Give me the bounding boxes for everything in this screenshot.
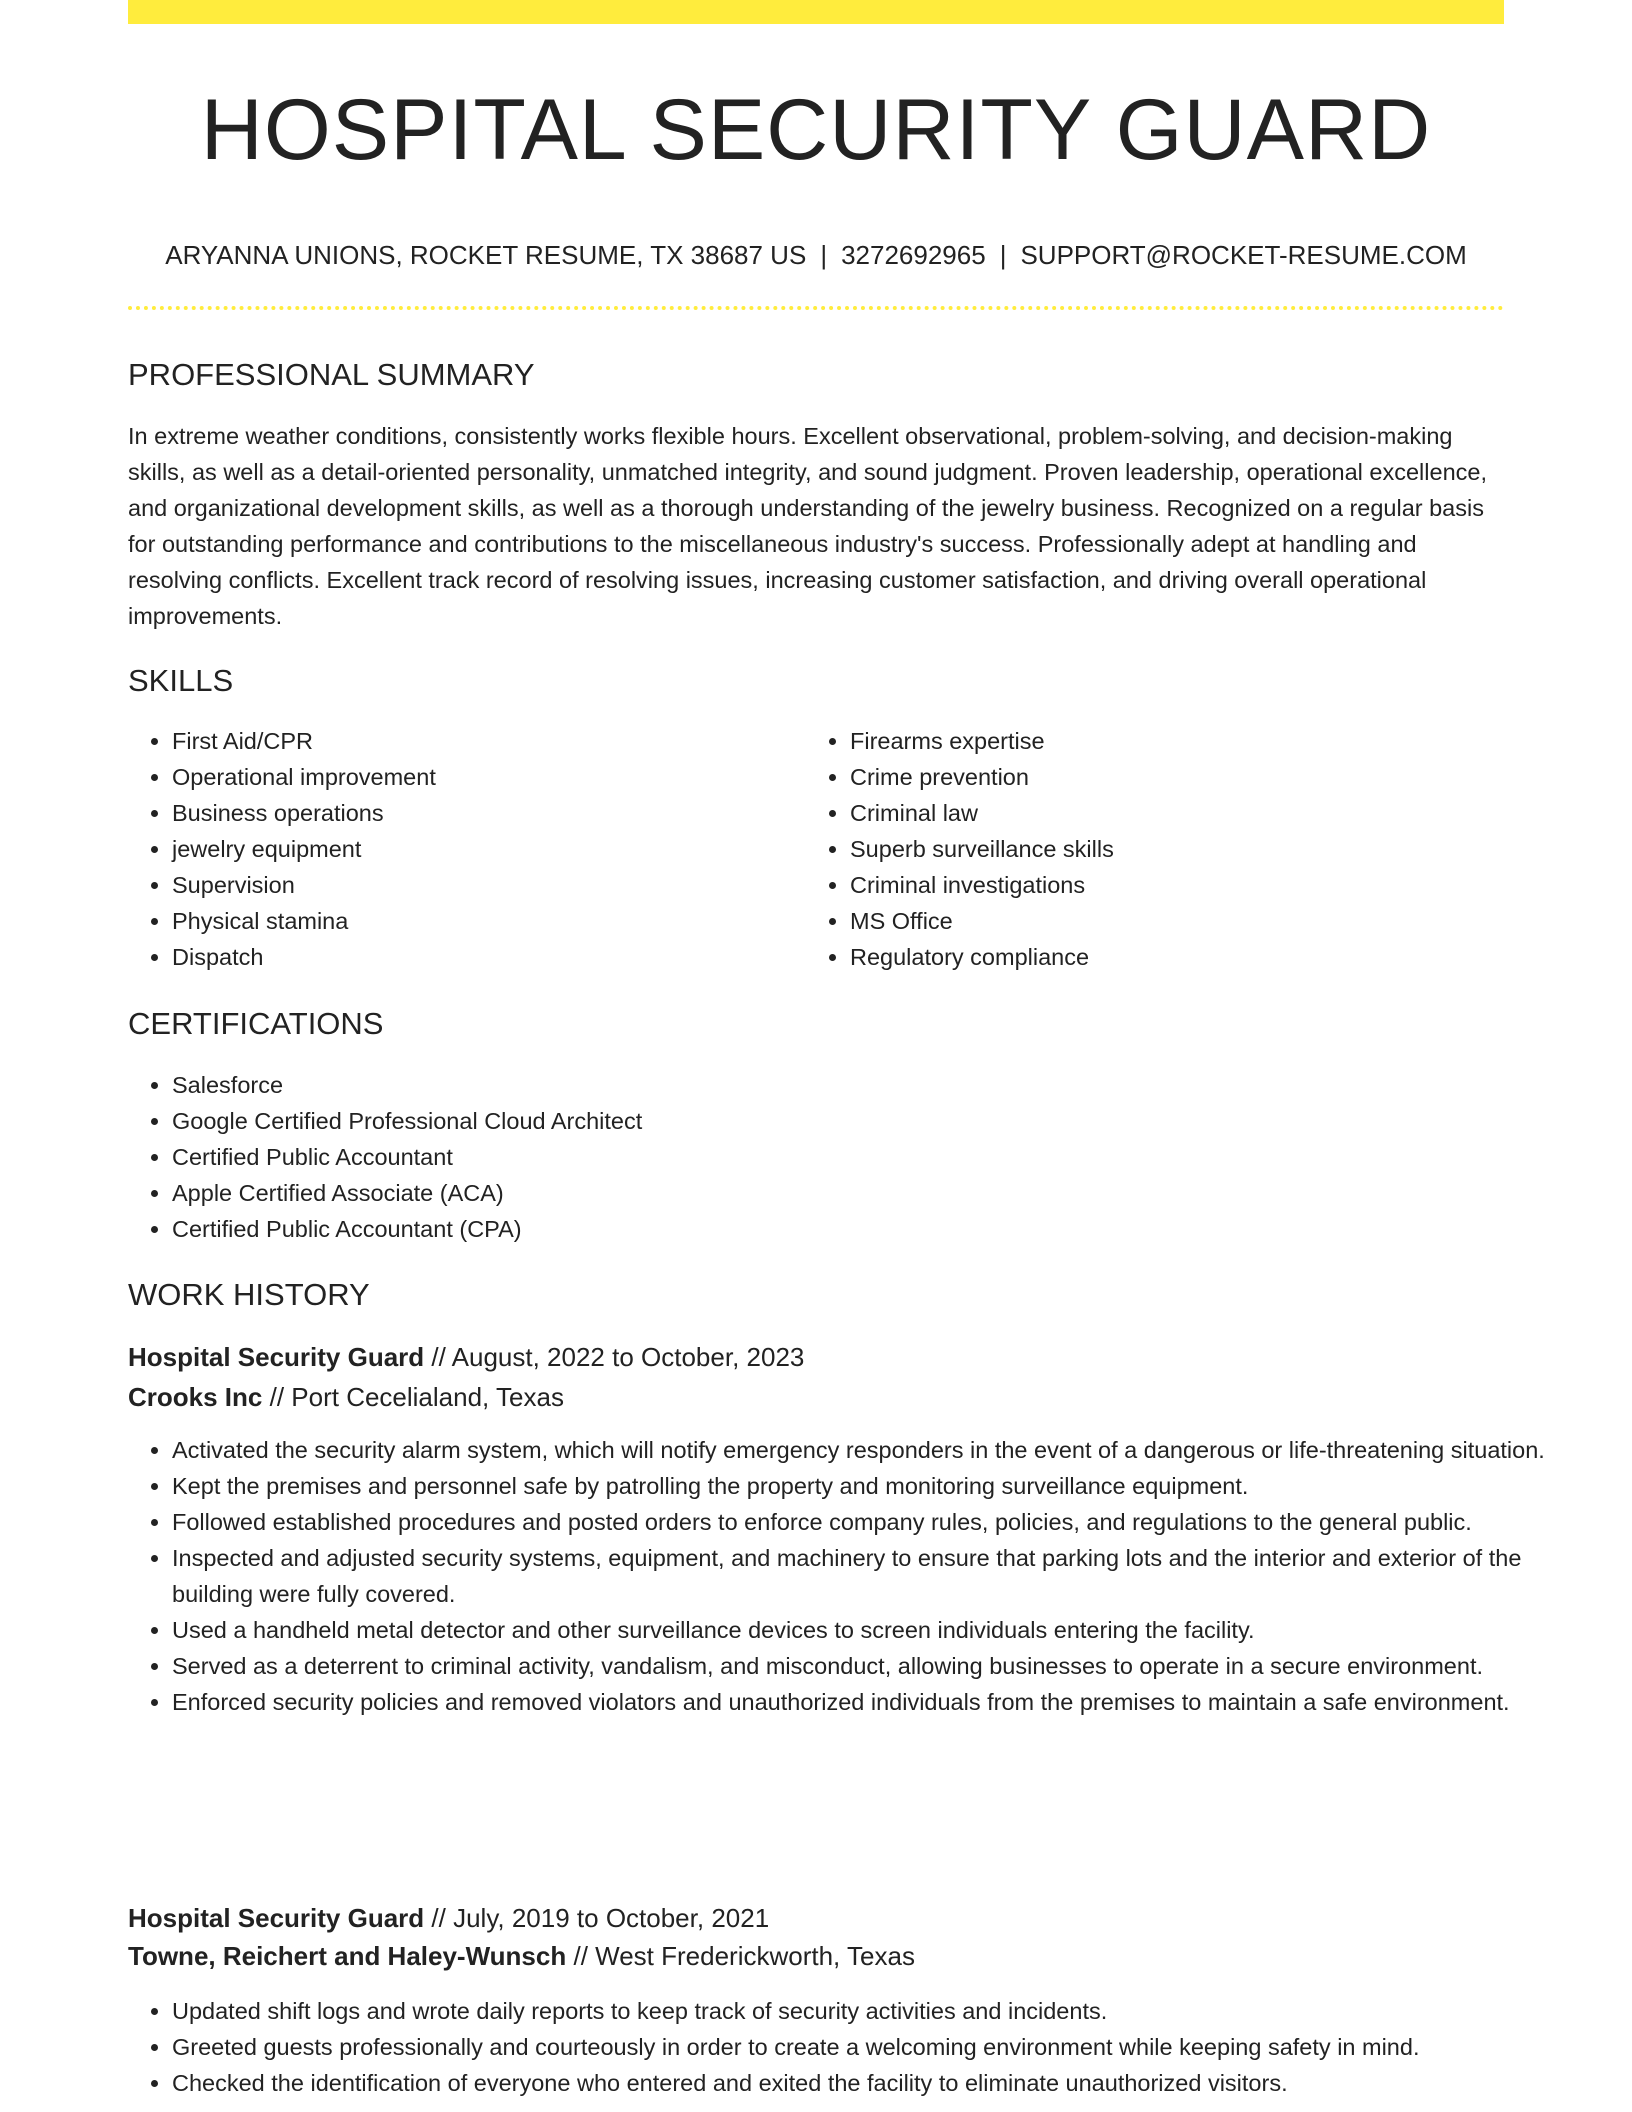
job-title-line bbox=[128, 1899, 769, 1937]
job-duty-item: • Served as a deterrent to criminal activity, vandalism, and misconduct, allowing businesses to operate in a secure environment. bbox=[172, 1648, 1548, 1684]
job-title-line bbox=[128, 1338, 804, 1376]
certification-item: • Google Certified Professional Cloud Architect bbox=[172, 1103, 1548, 1139]
header-divider bbox=[128, 306, 1504, 310]
certifications-heading: CERTIFICATIONS bbox=[128, 1006, 384, 1041]
job-duties-list bbox=[128, 1432, 1548, 1720]
summary-heading: PROFESSIONAL SUMMARY bbox=[128, 357, 535, 392]
job-location: // West Frederickworth, Texas bbox=[573, 1941, 915, 1971]
certification-item: • Salesforce bbox=[172, 1067, 1548, 1103]
skill-item: • Superb surveillance skills bbox=[850, 831, 1490, 867]
job-location: // Port Cecelialand, Texas bbox=[269, 1382, 564, 1412]
skill-item: • Supervision bbox=[172, 867, 812, 903]
job-duty-item: • Followed established procedures and posted orders to enforce company rules, policies, and regulations to the general public. bbox=[172, 1504, 1548, 1540]
work-history-heading: WORK HISTORY bbox=[128, 1277, 370, 1312]
skills-heading: SKILLS bbox=[128, 663, 234, 698]
skill-item: • Business operations bbox=[172, 795, 812, 831]
job-duty-item: • Used a handheld metal detector and other surveillance devices to screen individuals entering the facility. bbox=[172, 1612, 1548, 1648]
job-duty-item: • Checked the identification of everyone who entered and exited the facility to eliminate unauthorized visitors. bbox=[172, 2065, 1548, 2101]
skill-item: • Criminal investigations bbox=[850, 867, 1490, 903]
certifications-list bbox=[128, 1067, 1548, 1247]
job-duty-item: • Inspected and adjusted security systems, equipment, and machinery to ensure that parking lots and the interior and exterior of the building were fully covered. bbox=[172, 1540, 1548, 1612]
certification-item: • Certified Public Accountant (CPA) bbox=[172, 1211, 1548, 1247]
certification-item: • Certified Public Accountant bbox=[172, 1139, 1548, 1175]
job-duty-item: • Enforced security policies and removed violators and unauthorized individuals from the premises to maintain a safe environment. bbox=[172, 1684, 1548, 1720]
job-duty-item: • Greeted guests professionally and courteously in order to create a welcoming environment while keeping safety in mind. bbox=[172, 2029, 1548, 2065]
contact-phone: 3272692965 bbox=[841, 240, 986, 270]
skill-item: • Operational improvement bbox=[172, 759, 812, 795]
skill-item: • MS Office bbox=[850, 903, 1490, 939]
job-company-line bbox=[128, 1378, 564, 1416]
accent-top-bar bbox=[128, 0, 1504, 24]
contact-separator: | bbox=[999, 240, 1007, 270]
contact-line bbox=[128, 236, 1504, 274]
skill-item: • jewelry equipment bbox=[172, 831, 812, 867]
job-duty-item: • Updated shift logs and wrote daily reports to keep track of security activities and incidents. bbox=[172, 1993, 1548, 2029]
job-title: Hospital Security Guard bbox=[128, 1342, 425, 1372]
job-duty-item: • Activated the security alarm system, which will notify emergency responders in the event of a dangerous or life-threatening situation. bbox=[172, 1432, 1548, 1468]
skills-list-left bbox=[128, 723, 812, 975]
job-company: Towne, Reichert and Haley-Wunsch bbox=[128, 1941, 567, 1971]
job-title: Hospital Security Guard bbox=[128, 1903, 425, 1933]
summary-text: In extreme weather conditions, consistently works flexible hours. Excellent observational, problem-solving, and decision-making skills, as well as a detail-oriented personality, unmatched integrity, and sound judgment. Proven leadership, operational excellence, and organizational development skills, as well as a thorough understanding of the jewelry business. Recognized on a regular basis for outstanding performance and contributions to the miscellaneous industry's success. Professionally adept at handling and resolving conflicts. Excellent track record of resolving issues, increasing customer satisfaction, and driving overall operational improvements. bbox=[128, 423, 1487, 629]
skill-item: • Firearms expertise bbox=[850, 723, 1490, 759]
resume-title: HOSPITAL SECURITY GUARD bbox=[200, 82, 1432, 178]
skill-item: • Crime prevention bbox=[850, 759, 1490, 795]
skill-item: • Criminal law bbox=[850, 795, 1490, 831]
skill-item: • Physical stamina bbox=[172, 903, 812, 939]
contact-email: SUPPORT@ROCKET-RESUME.COM bbox=[1020, 240, 1467, 270]
job-duties-list bbox=[128, 1993, 1548, 2101]
job-duty-item: • Kept the premises and personnel safe by patrolling the property and monitoring surveillance equipment. bbox=[172, 1468, 1548, 1504]
certification-item: • Apple Certified Associate (ACA) bbox=[172, 1175, 1548, 1211]
skill-item: • Dispatch bbox=[172, 939, 812, 975]
skills-list-right bbox=[806, 723, 1490, 975]
job-company: Crooks Inc bbox=[128, 1382, 263, 1412]
contact-address: ARYANNA UNIONS, ROCKET RESUME, TX 38687 US bbox=[165, 240, 807, 270]
job-company-line bbox=[128, 1937, 915, 1975]
skill-item: • Regulatory compliance bbox=[850, 939, 1490, 975]
job-dates: // August, 2022 to October, 2023 bbox=[431, 1342, 805, 1372]
skill-item: • First Aid/CPR bbox=[172, 723, 812, 759]
job-dates: // July, 2019 to October, 2021 bbox=[431, 1903, 770, 1933]
contact-separator: | bbox=[820, 240, 828, 270]
